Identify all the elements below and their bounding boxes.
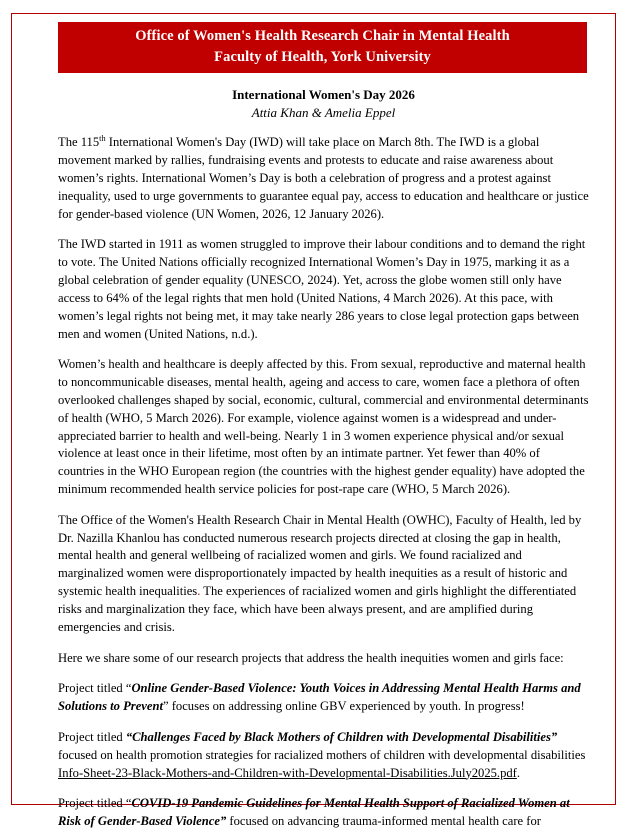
project-description-covid19: focused on advancing trauma-informed mental health care for xyxy=(226,814,541,829)
paragraph-owhc-part2: The experiences of racialized women and girls highlight the differentiated risks and marginalization they face, which have been always present, and are amplified during emergencies and crisis. xyxy=(58,584,577,634)
paragraph-owhc-part1: The Office of the Women's Health Research Chair in Mental Health (OWHC), Faculty of Health, led by Dr. Nazilla Khanlou has conducted numerous research projects directed at closing the gap in health, mental health and general wellbeing of racialized women and girls. We found racialized and marginalized women were disproportionately impacted by health inequities as a result of historic and systemic health inequalities xyxy=(58,512,582,599)
project-item-black-mothers xyxy=(58,729,589,782)
project-description-online-gbv: ” focuses on addressing online GBV experienced by youth. In progress! xyxy=(162,699,525,714)
project-item-covid19 xyxy=(58,795,589,831)
project-prefix: Project titled “ xyxy=(58,681,132,696)
paragraph-intro-part1: The 115 xyxy=(58,135,100,150)
title-block xyxy=(58,86,589,121)
paragraph-intro-part2: International Women's Day (IWD) will take place on March 8th. The IWD is a global movement marked by rallies, fundraising events and protests to educate and raise awareness about women’s rights. International Women’s Day is both a celebration of progress and a protest against inequality, used to urge governments to guarantee equal pay, access to education and healthcare or justice for gender-based violence (UN Women, 2026, 12 January 2026). xyxy=(58,135,589,221)
paragraph-intro xyxy=(58,134,589,223)
paragraph-owhc xyxy=(58,512,589,637)
project-item-online-gbv xyxy=(58,680,589,716)
page-content xyxy=(12,14,615,829)
paragraph-health: Women’s health and healthcare is deeply affected by this. From sexual, reproductive and maternal health to noncommunicable diseases, mental health, ageing and access to care, women face a plethora of often overlooked challenges shaped by social, economic, cultural, commercial and environmental determinants of health (WHO, 5 March 2026). For example, violence against women is a widespread and under- appreciated barrier to health and well-being. Nearly 1 in 3 women experience physical and/or sexual violence at least once in their lifetime, most often by an intimate partner. Yet fewer than 40% of countries in the WHO European region (the countries with the highest gender equality) have adopted the minimum recommended health service policies for post-rape care (WHO, 5 March 2026). xyxy=(58,357,589,497)
project-title-black-mothers: “Challenges Faced by Black Mothers of Children with Developmental Disabilities” xyxy=(125,729,558,744)
paragraph-projects-lead: Here we share some of our research projects that address the health inequities women and girls face: xyxy=(58,650,564,665)
paragraph-history: The IWD started in 1911 as women struggled to improve their labour conditions and to demand the right to vote. The United Nations officially recognized International Women’s Day in 1975, marking it as a global celebration of gender equality (UNESCO, 2024). Yet, across the globe women still only have access to 64% of the legal rights that men hold (United Nations, 4 March 2026). At this pace, with women’s legal rights not being met, it may take nearly 286 years to close legal protection gaps between men and women (United Nations, n.d.). xyxy=(58,237,586,341)
project-description-suffix: . xyxy=(516,765,521,780)
organization-banner xyxy=(58,22,587,73)
project-prefix: Project titled xyxy=(58,729,126,744)
banner-line-1: Office of Women's Health Research Chair in Mental Health xyxy=(135,28,510,44)
project-title-online-gbv: Online Gender-Based Violence: Youth Voices in Addressing Mental Health Harms and Solutions to Prevent xyxy=(58,681,581,714)
document-authors: Attia Khan & Amelia Eppel xyxy=(251,104,396,120)
document-title: International Women's Day 2026 xyxy=(232,87,415,103)
ordinal-superscript: th xyxy=(99,134,106,144)
banner-line-2: Faculty of Health, York University xyxy=(214,49,431,66)
page-frame xyxy=(11,13,616,829)
info-sheet-pdf-link[interactable]: Info-Sheet-23-Black-Mothers-and-Children-with-Developmental-Disabilities.July2025.pdf xyxy=(58,765,517,780)
project-title-covid19: COVID-19 Pandemic Guidelines for Mental Health Support of Racialized Women at Risk of Gender-Based Violence” xyxy=(58,796,570,829)
document-body xyxy=(58,134,589,831)
paragraph-owhc-period: . xyxy=(197,584,201,599)
project-description-black-mothers: focused on health promotion strategies for racialized mothers of children with developmental disabilities xyxy=(58,747,586,762)
project-prefix: Project titled “ xyxy=(58,796,132,811)
